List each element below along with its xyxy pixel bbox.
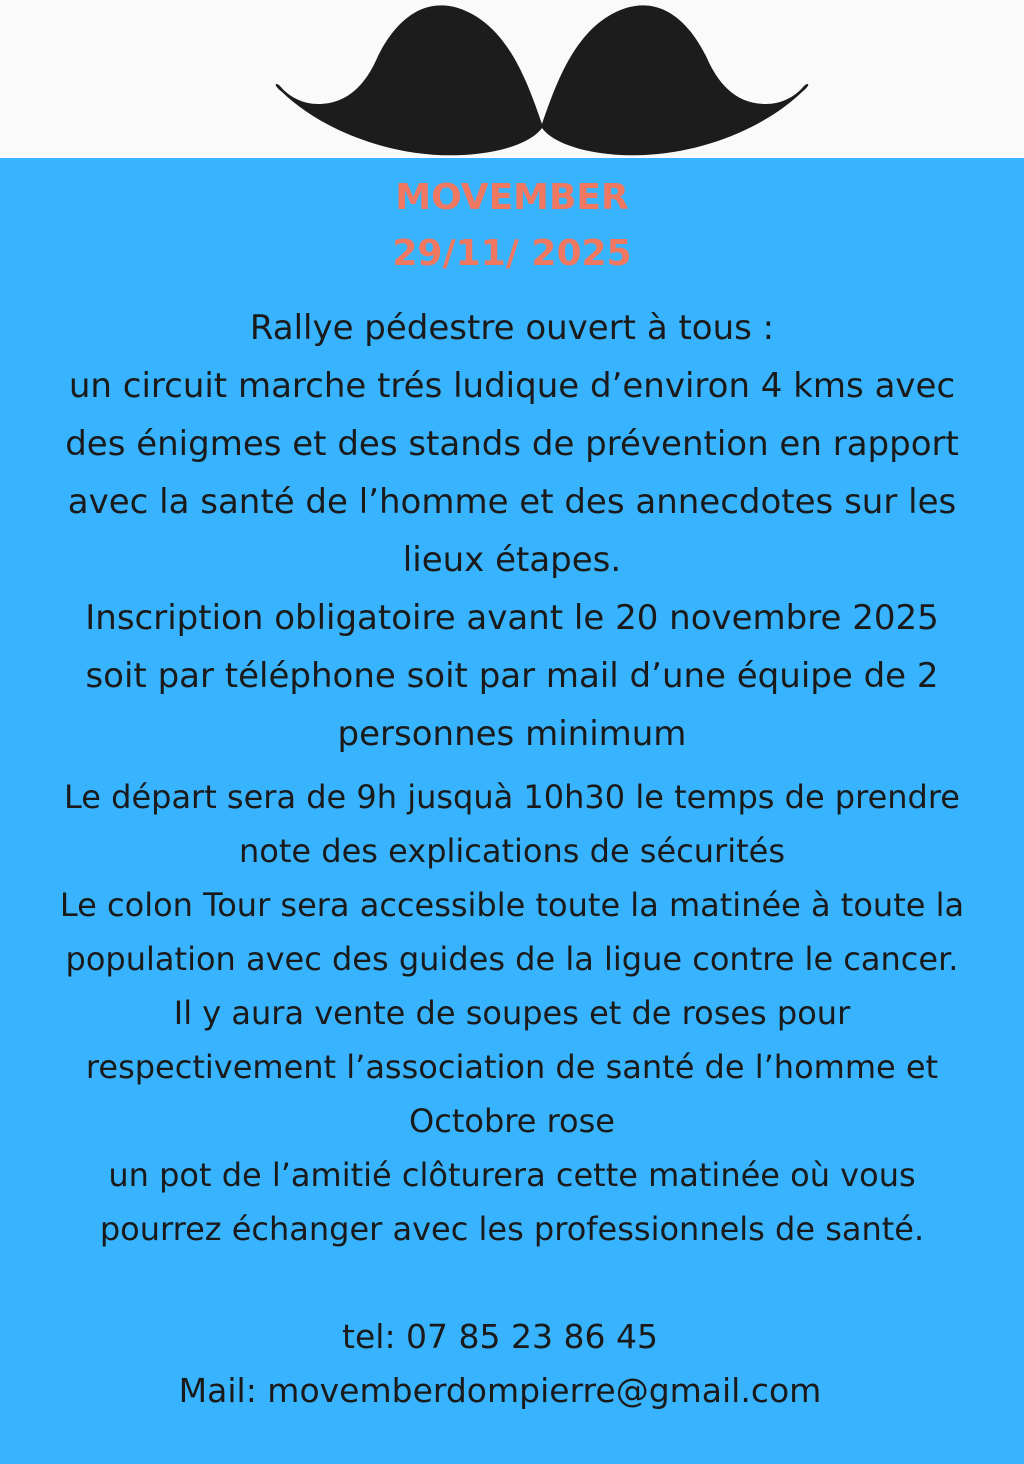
contact-email: Mail: movemberdompierre@gmail.com	[178, 1371, 822, 1410]
event-date: 29/11/ 2025	[392, 233, 632, 274]
event-title: MOVEMBER	[395, 177, 629, 218]
header-band	[0, 0, 1024, 158]
mustache-icon	[270, 0, 815, 158]
event-intro: Rallye pédestre ouvert à tous : un circuit marche trés ludique d’environ 4 kms avec des énigmes et des stands de prévention en rapport avec la santé de l’homme et des annecdotes sur les lieux étapes. Inscription obligatoire avant le 20 novembre 2025 soit par téléphone soit par mail d’une équipe de 2 personnes minimum	[65, 308, 959, 754]
event-details: Le départ sera de 9h jusquà 10h30 le temps de prendre note des explications de sécurités Le colon Tour sera accessible toute la matinée à toute la population avec des guides de la ligue contre le cancer. Il y aura vente de soupes et de roses pour respectivement l’association de santé de l’homme et Octobre rose un pot de l’amitié clôturera cette matinée où vous pourrez échanger avec les professionnels de santé.	[59, 778, 965, 1248]
contact-phone: tel: 07 85 23 86 45	[342, 1317, 658, 1356]
